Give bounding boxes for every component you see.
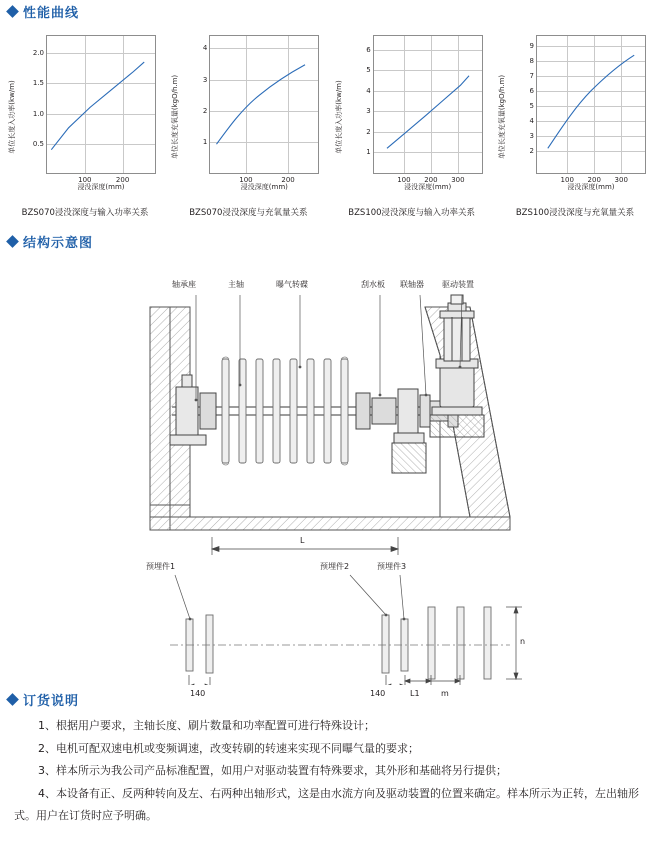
dimension-L: L — [300, 536, 305, 545]
callout-bearing-seat: 轴承座 — [172, 280, 196, 289]
callout-main-shaft: 主轴 — [228, 280, 244, 289]
structure-section-header — [8, 232, 660, 251]
chart-1-ytick-1: 3 — [202, 75, 208, 84]
dimension-140-right: 140 — [370, 689, 386, 698]
structure-drawing — [0, 255, 660, 685]
chart-cell-2 — [334, 29, 487, 218]
chart-1-plot — [202, 35, 319, 184]
chart-3-ytick-6: 3 — [529, 132, 534, 140]
chart-2-caption: BZS100浸没深度与输入功率关系 — [348, 208, 476, 218]
chart-3-ytick-3: 6 — [529, 86, 534, 95]
chart-3-caption: BZS100浸没深度与充氧量关系 — [515, 208, 635, 218]
order-section-header — [8, 690, 660, 709]
order-note-2: 2、电机可配双速电机或变频调速，改变转刷的转速来实现不同曝气量的要求； — [38, 741, 419, 755]
callout-scraper: 刮水板 — [361, 280, 385, 289]
chart-2-ytick-3: 3 — [366, 107, 371, 116]
chart-2-ytick-1: 5 — [366, 66, 371, 75]
callout-aeration-disc: 曝气转碟 — [276, 280, 308, 289]
chart-2-ytick-4: 2 — [366, 127, 371, 136]
chart-0-ytick-2: 1.0 — [32, 109, 44, 118]
chart-3-ytick-1: 8 — [529, 56, 534, 65]
chart-3-ytick-0: 9 — [529, 41, 534, 50]
chart-1-ylabel: 单位长度充氧量(kgO/h.m) — [171, 74, 180, 159]
chart-3-curve — [537, 36, 645, 173]
chart-3-ytick-2: 7 — [529, 71, 534, 80]
chart-2-xtick-0: 100 — [397, 176, 411, 184]
chart-cell-3 — [497, 29, 650, 218]
callout-coupling: 联轴器 — [400, 280, 424, 289]
chart-0-curve — [47, 36, 155, 173]
chart-3-xtick-0: 100 — [560, 176, 574, 184]
order-section — [0, 690, 660, 828]
dimension-n: n — [520, 637, 526, 646]
chart-0-caption: BZS070浸没深度与输入功率关系 — [21, 208, 149, 218]
callout-embedded-part-3: 预埋件3 — [377, 562, 407, 571]
chart-2-xtick-2: 300 — [451, 176, 465, 184]
chart-3 — [497, 29, 650, 204]
performance-section-header — [8, 2, 660, 21]
chart-3-xtick-2: 300 — [614, 176, 628, 184]
structure-section-title: 结构示意图 — [23, 236, 94, 251]
chart-1-ytick-0: 4 — [202, 44, 208, 53]
dimension-L1: L1 — [410, 689, 420, 698]
chart-1-xtick-1: 200 — [281, 176, 295, 184]
order-note-4: 4、本设备有正、反两种转向及左、右两种出轴形式，这是由水流方向及驱动装置的位置来确定。样本所示为正转，左出轴形式。用户在订货时应予明确。 — [14, 786, 639, 823]
performance-section-title: 性能曲线 — [23, 6, 80, 21]
structure-diagram — [0, 255, 660, 698]
dimension-140-left: 140 — [190, 689, 206, 698]
chart-cell-0 — [10, 29, 160, 218]
charts-row — [0, 25, 660, 218]
chart-1-ytick-3: 1 — [202, 137, 208, 146]
chart-3-xtick-1: 200 — [587, 176, 601, 184]
chart-2-plot — [366, 35, 483, 184]
dimension-m: m — [441, 689, 449, 698]
diamond-bullet-icon — [6, 235, 19, 248]
chart-2-curve — [374, 36, 482, 173]
callout-embedded-part-2: 预埋件2 — [320, 562, 350, 571]
order-note-1: 1、根据用户要求，主轴长度、刷片数量和功率配置可进行特殊设计； — [38, 719, 375, 732]
chart-2-ylabel: 单位长度入功率(kw/m) — [334, 79, 343, 154]
chart-1 — [173, 29, 323, 204]
chart-1-ytick-2: 2 — [202, 106, 208, 115]
chart-3-ytick-4: 5 — [529, 101, 534, 110]
chart-0-plot — [32, 35, 156, 184]
chart-2-ytick-0: 6 — [366, 45, 371, 54]
chart-2-ytick-2: 4 — [366, 86, 371, 95]
order-note-3: 3、样本所示为我公司产品标准配置，如用户对驱动装置有特殊要求，其外形和基础将另行提供； — [38, 764, 507, 778]
chart-3-xlabel: 浸没深度(mm) — [567, 183, 615, 191]
order-notes-list — [0, 715, 660, 828]
structure-section — [0, 232, 660, 698]
chart-2-xlabel: 浸没深度(mm) — [404, 183, 452, 191]
chart-0-xtick-1: 200 — [115, 176, 130, 184]
chart-3-plot — [529, 35, 646, 184]
chart-0-xtick-0: 100 — [78, 176, 92, 184]
chart-1-curve — [210, 36, 318, 173]
diamond-bullet-icon — [6, 5, 19, 18]
order-section-title: 订货说明 — [23, 694, 80, 709]
chart-1-caption: BZS070浸没深度与充氧量关系 — [189, 208, 308, 218]
callout-embedded-part-1: 预埋件1 — [146, 562, 176, 571]
chart-0-ytick-3: 0.5 — [32, 140, 44, 149]
chart-3-ytick-7: 2 — [529, 147, 534, 156]
chart-cell-1 — [173, 29, 323, 218]
chart-3-ylabel: 单位长度充氧量(kgO/h.m) — [497, 74, 506, 159]
callout-drive-unit: 驱动装置 — [442, 280, 474, 289]
chart-3-ytick-5: 4 — [529, 116, 534, 125]
performance-section — [0, 2, 660, 218]
chart-2-xtick-1: 200 — [424, 176, 438, 184]
chart-0 — [10, 29, 160, 204]
chart-0-ytick-0: 2.0 — [32, 49, 44, 58]
chart-0-ytick-1: 1.5 — [32, 79, 44, 88]
chart-0-ylabel: 单位长度入功率(kw/m) — [8, 79, 16, 154]
chart-1-xtick-0: 100 — [239, 176, 253, 184]
chart-1-xlabel: 浸没深度(mm) — [240, 183, 288, 191]
diamond-bullet-icon — [6, 693, 19, 706]
chart-0-xlabel: 浸没深度(mm) — [77, 183, 125, 191]
chart-2-ytick-5: 1 — [366, 148, 371, 157]
chart-2 — [334, 29, 487, 204]
